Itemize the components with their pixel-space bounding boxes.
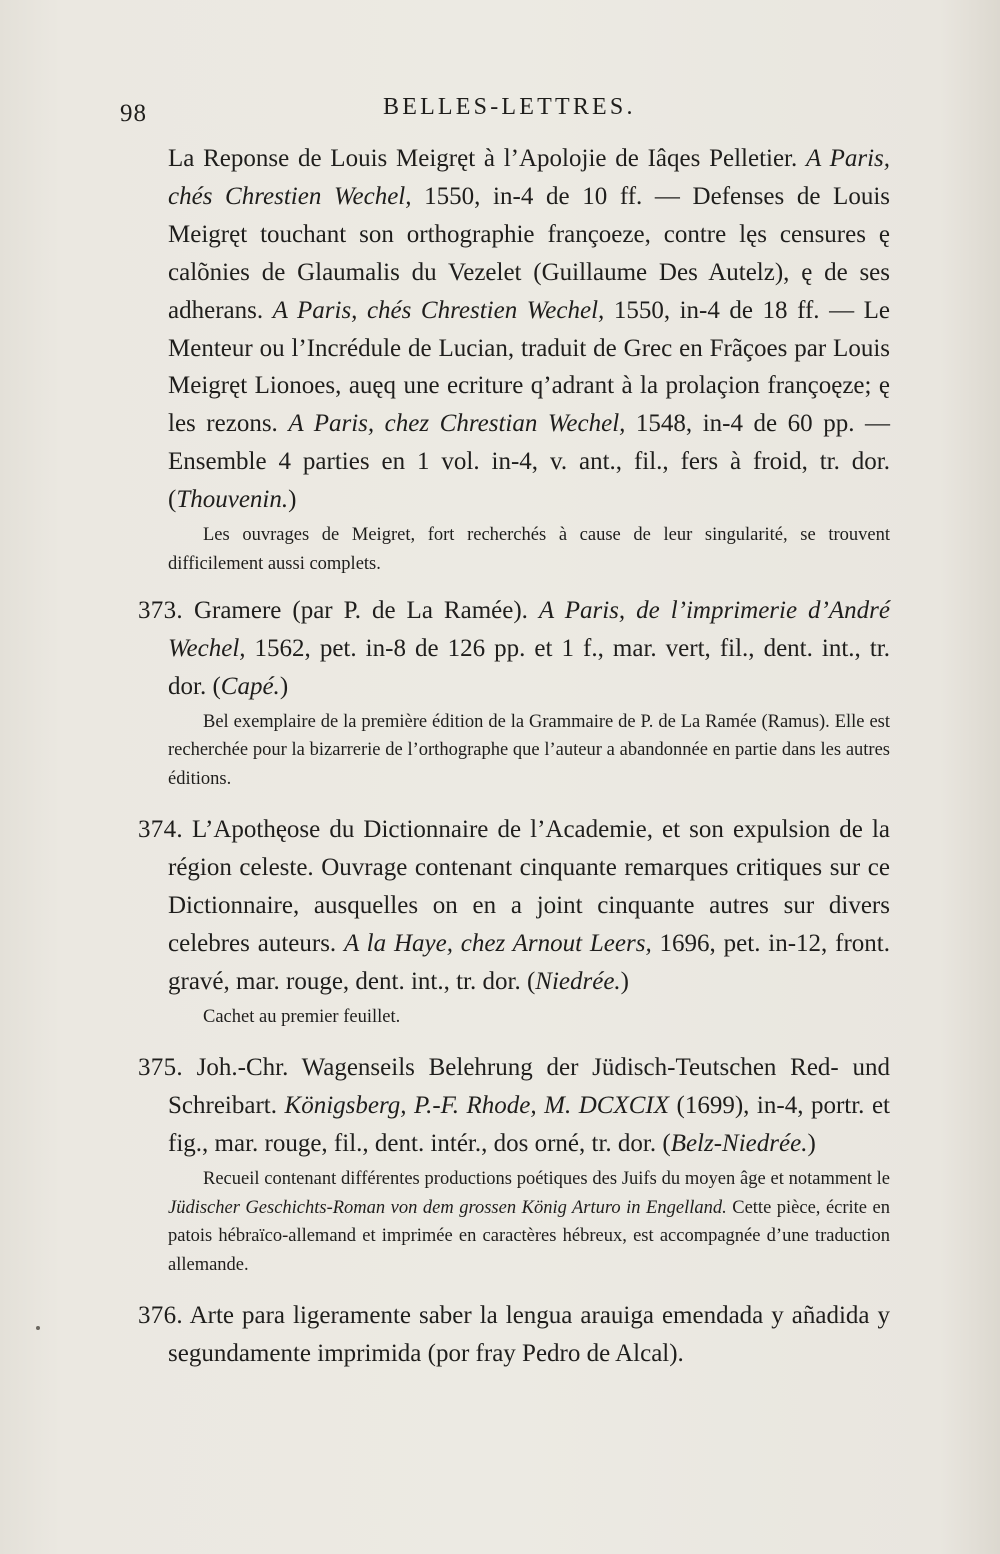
entry-close: ) bbox=[279, 672, 289, 700]
entry-374 bbox=[138, 811, 890, 1001]
entry-375 bbox=[138, 1049, 890, 1163]
intro-text-1: La Reponse de Louis Meigręt à l’Apolojie de Iâqes Pelletier. bbox=[168, 145, 798, 172]
intro-publisher-1: A Paris, chés Chrestien Wechel, bbox=[168, 145, 890, 210]
entry-binder: Niedrée. bbox=[535, 967, 621, 995]
entry-close: ) bbox=[807, 1130, 816, 1158]
intro-text-4: 1548, in-4 de 60 pp. — Ensemble 4 parties en 1 vol. in-4, v. ant., fil., fers à froid, tr. dor. ( bbox=[168, 410, 890, 514]
entry-description: 1696, pet. in-12, front. gravé, mar. rouge, dent. int., tr. dor. ( bbox=[168, 930, 890, 995]
intro-publisher-2: A Paris, chés Chrestien Wechel, bbox=[272, 296, 605, 324]
entry-description: 1562, pet. in-8 de 126 pp. et 1 f., mar. vert, fil., dent. int., tr. dor. ( bbox=[168, 634, 890, 700]
entry-note-text: Cette pièce, écrite en patois hébraïco-allemand et imprimée en caractères hébreux, est accompagnée d’une traduction allemande. bbox=[168, 1197, 890, 1275]
entry-number: 375. bbox=[138, 1054, 183, 1082]
entry-note: Cachet au premier feuillet. bbox=[203, 1006, 401, 1027]
entry-373 bbox=[138, 592, 890, 706]
running-head: BELLES-LETTRES. bbox=[383, 94, 636, 120]
intro-text-3: 1550, in-4 de 18 ff. — Le Menteur ou l’Incrédule de Lucian, traduit de Grec en Frãçoes par Louis Meigręt Lionoes, auęq une ecriture q’adrant à la prolaçion françoęze; ę les rezons. bbox=[168, 296, 890, 438]
entry-publisher: Königsberg, P.-F. Rhode, M. DCXCIX bbox=[284, 1092, 669, 1120]
paper-speck bbox=[36, 1326, 40, 1330]
entry-close: ) bbox=[620, 967, 629, 995]
entry-title: Joh.-Chr. Wagenseils Belehrung der Jüdisch-Teutschen Red- und Schreibart. bbox=[168, 1054, 890, 1120]
intro-publisher-3: A Paris, chez Chrestian Wechel, bbox=[288, 410, 626, 438]
entry-note-text: Recueil contenant différentes productions poétiques des Juifs du moyen âge et notamment le bbox=[203, 1169, 890, 1190]
page-content bbox=[138, 140, 891, 1373]
intro-text-5: ) bbox=[288, 486, 297, 514]
intro-note: Les ouvrages de Meigret, fort recherchés à cause de leur singularité, se trouvent difficilement aussi complets. bbox=[168, 525, 890, 574]
entry-publisher: A Paris, de l’imprimerie d’André Wechel, bbox=[168, 597, 890, 662]
intro-text-2: 1550, in-4 de 10 ff. — Defenses de Louis Meigręt touchant son orthographie françoeze, contre lęs censures ę calõnies de Glaumalis du Vezelet (Guillaume Des Autelz), ę de ses adherans. bbox=[168, 182, 891, 324]
entry-publisher: A la Haye, chez Arnout Leers, bbox=[344, 930, 652, 957]
intro-binder: Thouvenin. bbox=[176, 486, 289, 514]
page-number: 98 bbox=[120, 100, 147, 127]
entry-note bbox=[168, 1165, 890, 1279]
entry-binder: Capé. bbox=[220, 672, 280, 700]
entry-title: Gramere (par P. de La Ramée). bbox=[182, 597, 539, 625]
entry-number: 374. bbox=[138, 816, 183, 844]
entry-title: Arte para ligeramente saber la lengua arauiga emendada y añadida y segundamente imprimida (por fray Pedro de Alcal). bbox=[168, 1302, 890, 1367]
entry-binder: Belz-Niedrée. bbox=[670, 1130, 808, 1158]
entry-376 bbox=[138, 1297, 890, 1373]
entry-number: 376. bbox=[138, 1302, 183, 1330]
entry-note: Bel exemplaire de la première édition de la Grammaire de P. de La Ramée (Ramus). Elle est recherchée pour la bizarrerie de l’orthographe que l’auteur a abandonnée en partie dans les autres éditions. bbox=[168, 711, 890, 789]
entry-note-title: Jüdischer Geschichts-Roman von dem grossen König Arturo in Engelland. bbox=[168, 1197, 727, 1218]
entry-title: L’Apothęose du Dictionnaire de l’Academie, et son expulsion de la région celeste. Ouvrage contenant cinquante remarques critiques sur ce Dictionnaire, ausquelles on en a joint cinquante autres sur divers celebres auteurs. bbox=[168, 816, 890, 957]
entry-continuation bbox=[168, 140, 890, 519]
entry-description: (1699), in-4, portr. et fig., mar. rouge, fil., dent. intér., dos orné, tr. dor. ( bbox=[168, 1092, 890, 1158]
entry-number: 373. bbox=[138, 597, 183, 625]
